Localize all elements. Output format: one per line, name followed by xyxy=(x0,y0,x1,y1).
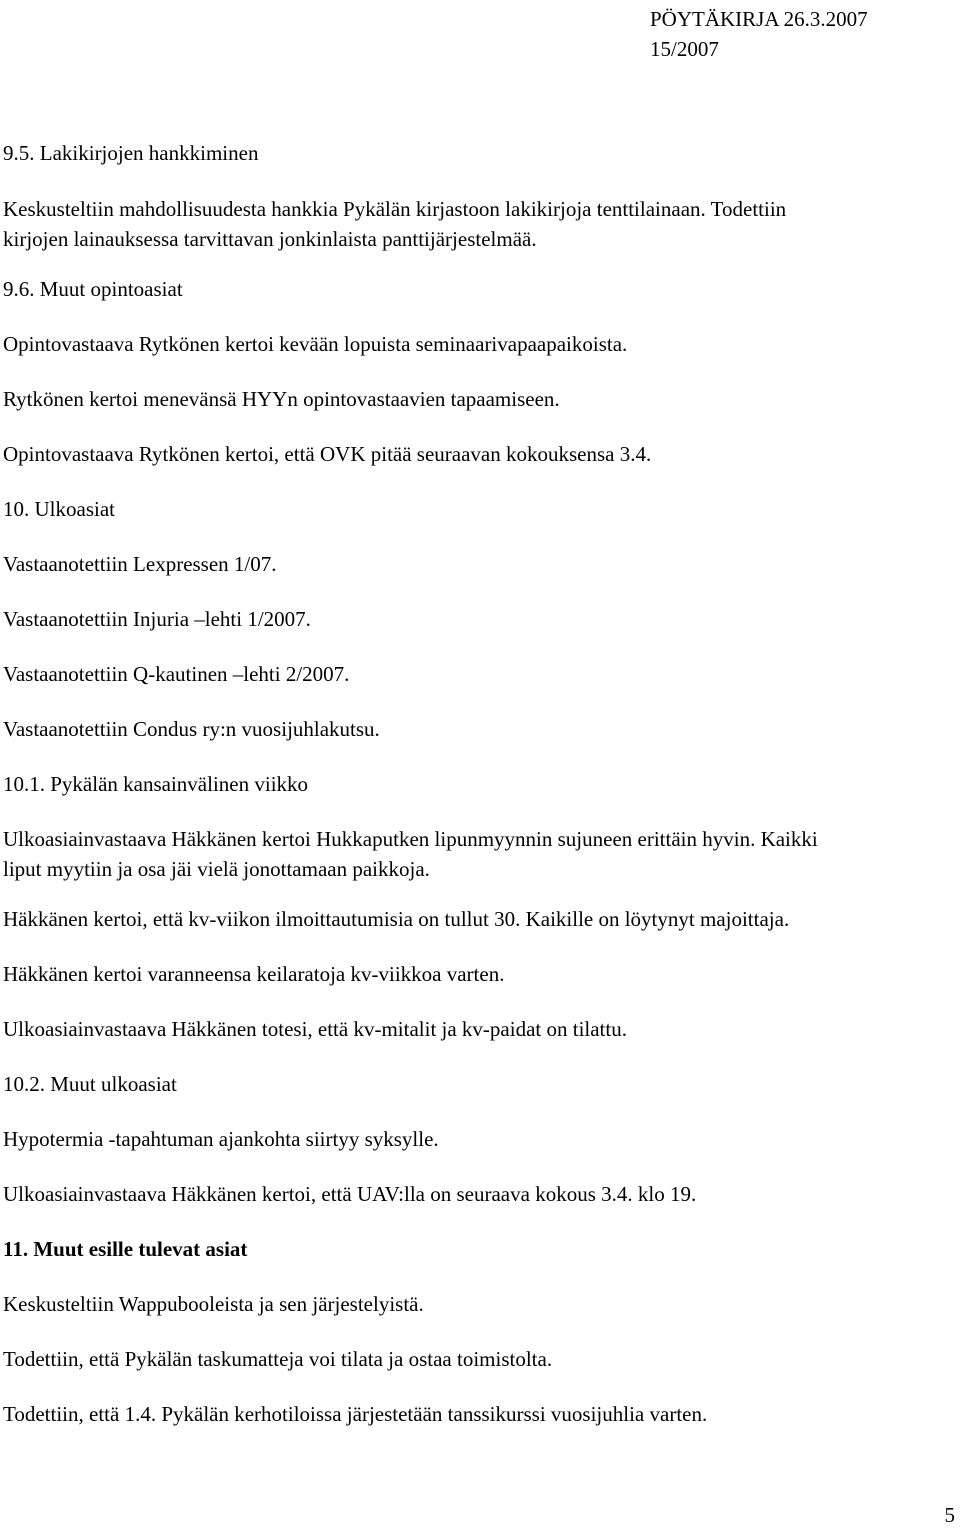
section-heading-11: 11. Muut esille tulevat asiat xyxy=(3,1237,248,1261)
paragraph-line: Ulkoasiainvastaava Häkkänen kertoi Hukkaputken lipunmyynnin sujuneen erittäin hyvin. Kaikki xyxy=(3,827,818,851)
paragraph-line: Ulkoasiainvastaava Häkkänen totesi, että kv-mitalit ja kv-paidat on tilattu. xyxy=(3,1017,627,1041)
paragraph-line: Todettiin, että 1.4. Pykälän kerhotiloissa järjestetään tanssikurssi vuosijuhlia varten. xyxy=(3,1402,708,1426)
section-heading-10: 10. Ulkoasiat xyxy=(3,497,115,521)
paragraph-line: liput myytiin ja osa jäi vielä jonottamaan paikkoja. xyxy=(3,857,430,881)
paragraph-line: Opintovastaava Rytkönen kertoi kevään lopuista seminaarivapaapaikoista. xyxy=(3,332,628,356)
header-number: 15/2007 xyxy=(650,37,719,61)
paragraph-line: Opintovastaava Rytkönen kertoi, että OVK pitää seuraavan kokouksensa 3.4. xyxy=(3,442,652,466)
paragraph-line: Häkkänen kertoi, että kv-viikon ilmoittautumisia on tullut 30. Kaikille on löytynyt majoittaja. xyxy=(3,907,790,931)
section-heading-9-5: 9.5. Lakikirjojen hankkiminen xyxy=(3,141,259,165)
paragraph-line: Vastaanotettiin Condus ry:n vuosijuhlakutsu. xyxy=(3,717,380,741)
paragraph-line: Vastaanotettiin Q-kautinen –lehti 2/2007. xyxy=(3,662,350,686)
page-number: 5 xyxy=(944,1503,955,1527)
paragraph-line: kirjojen lainauksessa tarvittavan jonkinlaista panttijärjestelmää. xyxy=(3,227,537,251)
section-heading-10-1: 10.1. Pykälän kansainvälinen viikko xyxy=(3,772,309,796)
section-heading-9-6: 9.6. Muut opintoasiat xyxy=(3,277,183,301)
paragraph-line: Hypotermia -tapahtuman ajankohta siirtyy syksylle. xyxy=(3,1127,439,1151)
header-title: PÖYTÄKIRJA 26.3.2007 xyxy=(650,7,868,31)
paragraph-line: Todettiin, että Pykälän taskumatteja voi tilata ja ostaa toimistolta. xyxy=(3,1347,553,1371)
paragraph-line: Keskusteltiin mahdollisuudesta hankkia Pykälän kirjastoon lakikirjoja tenttilainaan. Todettiin xyxy=(3,197,787,221)
section-heading-10-2: 10.2. Muut ulkoasiat xyxy=(3,1072,177,1096)
paragraph-line: Keskusteltiin Wappubooleista ja sen järjestelyistä. xyxy=(3,1292,424,1316)
paragraph-line: Vastaanotettiin Injuria –lehti 1/2007. xyxy=(3,607,311,631)
document-header xyxy=(650,4,868,64)
paragraph-line: Ulkoasiainvastaava Häkkänen kertoi, että UAV:lla on seuraava kokous 3.4. klo 19. xyxy=(3,1182,697,1206)
paragraph-line: Rytkönen kertoi menevänsä HYYn opintovastaavien tapaamiseen. xyxy=(3,387,560,411)
paragraph-line: Häkkänen kertoi varanneensa keilaratoja kv-viikkoa varten. xyxy=(3,962,505,986)
paragraph-line: Vastaanotettiin Lexpressen 1/07. xyxy=(3,552,277,576)
